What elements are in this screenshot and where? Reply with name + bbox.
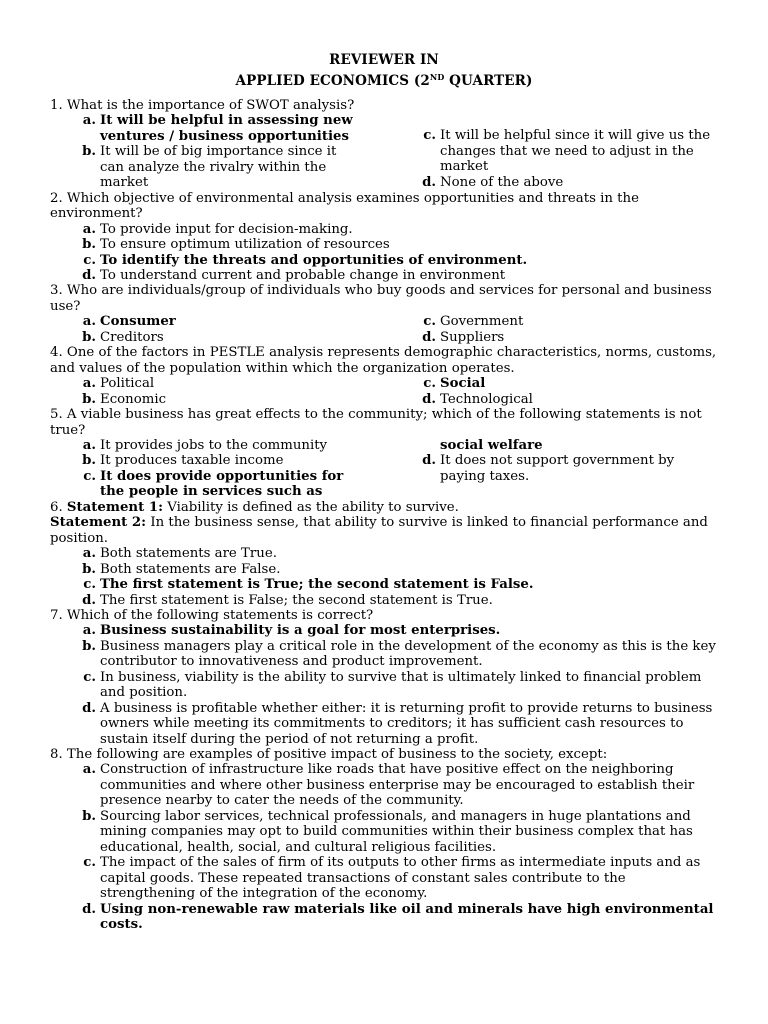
option-label: c. xyxy=(83,252,96,268)
question-2-options xyxy=(72,222,720,284)
option-text: To understand current and probable change in environment xyxy=(100,267,506,283)
reviewer-content xyxy=(50,98,720,932)
option-label: d. xyxy=(422,174,436,190)
option-label: d. xyxy=(422,453,436,469)
option-label: a. xyxy=(82,221,96,237)
option-text: Suppliers xyxy=(440,329,505,345)
option-label: c. xyxy=(83,669,96,685)
q2-option-a xyxy=(72,222,720,237)
option-label: c. xyxy=(423,314,436,330)
option-text: Sourcing labor services, technical professionals, and managers in huge plantations and mining companies may opt to build communities within their business complex that has educational, health, social, and cultural religious facilities. xyxy=(100,808,693,855)
q8-option-d xyxy=(72,902,720,933)
q7-option-a xyxy=(72,623,720,638)
question-5: 5. A viable business has great effects to the community; which of the following statements is not true? xyxy=(50,407,702,438)
q2-option-b xyxy=(72,237,720,252)
option-text: Both statements are False. xyxy=(100,561,281,577)
q5-option-d xyxy=(412,453,720,484)
q4-option-c xyxy=(412,376,720,391)
statement-text: In the business sense, that ability to survive is linked to financial performance and position. xyxy=(50,515,708,546)
question-4-options xyxy=(72,376,720,407)
q4-option-a xyxy=(72,376,412,391)
q7-option-d xyxy=(72,701,720,747)
q5-option-c xyxy=(72,469,412,500)
option-label: d. xyxy=(422,329,436,345)
q8-option-c xyxy=(72,855,720,901)
title-line-1: REVIEWER IN xyxy=(329,52,439,68)
q4-option-b xyxy=(72,392,412,407)
statement-label: Statement 2: xyxy=(50,515,147,531)
option-text: In business, viability is the ability to survive that is ultimately linked to financial problem and position. xyxy=(100,669,702,701)
option-label: b. xyxy=(82,329,96,345)
option-label: b. xyxy=(82,144,96,160)
question-1: 1. What is the importance of SWOT analysis? xyxy=(50,98,355,113)
q4-option-d xyxy=(412,392,720,407)
question-8: 8. The following are examples of positive impact of business to the society, except: xyxy=(50,747,608,763)
option-label: a. xyxy=(82,437,96,453)
q5-option-c-continued xyxy=(412,438,720,453)
option-label: a. xyxy=(82,623,96,639)
title-superscript: ND xyxy=(429,72,445,82)
q3-option-c xyxy=(412,314,720,329)
option-label: d. xyxy=(82,901,96,917)
option-label: c. xyxy=(83,855,96,871)
q1-option-b xyxy=(72,144,412,190)
option-text: It provides jobs to the community xyxy=(100,437,328,453)
option-label: b. xyxy=(82,391,96,407)
option-text-continued: social welfare xyxy=(440,437,543,453)
option-text: It produces taxable income xyxy=(100,453,284,469)
option-text: To identify the threats and opportunities of environment. xyxy=(100,252,528,268)
title-line-2 xyxy=(0,69,768,90)
question-3: 3. Who are individuals/group of individuals who buy goods and services for personal and business use? xyxy=(50,283,712,314)
option-text: The first statement is True; the second statement is False. xyxy=(100,577,534,593)
option-label: c. xyxy=(83,577,96,593)
question-8-options xyxy=(72,762,720,932)
question-6-options xyxy=(72,546,720,608)
option-label: a. xyxy=(82,376,96,392)
q8-option-a xyxy=(72,762,720,808)
question-2: 2. Which objective of environmental analysis examines opportunities and threats in the environment? xyxy=(50,190,639,222)
question-1-options xyxy=(72,113,720,190)
q1-option-a xyxy=(72,113,412,144)
option-text: It will be of big importance since it can analyze the rivalry within the market xyxy=(100,144,337,191)
option-text: The first statement is False; the second statement is True. xyxy=(100,592,493,608)
title-line-2-main: APPLIED ECONOMICS (2 xyxy=(235,73,430,89)
option-text: Economic xyxy=(100,391,167,407)
option-text: It will be helpful in assessing new ventures / business opportunities xyxy=(100,113,353,144)
option-text: Business sustainability is a goal for most enterprises. xyxy=(100,623,501,639)
q3-option-b xyxy=(72,330,412,345)
option-label: a. xyxy=(82,314,96,330)
option-label: d. xyxy=(82,700,96,716)
option-label: c. xyxy=(423,128,436,144)
option-text: None of the above xyxy=(440,174,564,190)
option-label: b. xyxy=(82,453,96,469)
q1-option-c xyxy=(412,128,722,174)
q6-option-b xyxy=(72,562,720,577)
statement-label: Statement 1: xyxy=(66,499,164,515)
option-label: b. xyxy=(82,561,96,577)
q2-option-d xyxy=(72,268,720,283)
q5-option-a xyxy=(72,438,412,453)
option-label: b. xyxy=(82,808,96,824)
option-label: d. xyxy=(82,592,96,608)
option-text: To ensure optimum utilization of resources xyxy=(100,237,390,253)
option-text: To provide input for decision-making. xyxy=(100,221,353,237)
q5-option-b xyxy=(72,453,412,468)
option-text: Business managers play a critical role in the development of the economy as this is the key contributor to innovativeness and product improvement. xyxy=(100,638,716,670)
question-4: 4. One of the factors in PESTLE analysis represents demographic characteristics, norms, customs, and values of the population within which the organization operates. xyxy=(50,345,717,376)
q3-option-d xyxy=(412,330,720,345)
option-text: A business is profitable whether either: it is returning profit to provide returns to business owners while meeting its commitments to creditors; it has sufficient cash resources to sustain itself during the period of not returning a profit. xyxy=(100,700,713,747)
option-text: Both statements are True. xyxy=(100,546,277,562)
option-label: a. xyxy=(82,546,96,562)
option-label: d. xyxy=(422,391,436,407)
question-5-options xyxy=(72,438,720,500)
q6-option-d xyxy=(72,593,720,608)
option-text: Political xyxy=(100,376,155,392)
option-label: b. xyxy=(82,237,96,253)
option-text: Social xyxy=(440,376,486,392)
option-text: Government xyxy=(440,314,524,330)
option-label: b. xyxy=(82,638,96,654)
question-3-options xyxy=(72,314,720,345)
option-text: It will be helpful since it will give us the changes that we need to adjust in the market xyxy=(440,128,711,175)
option-label: c. xyxy=(83,468,96,484)
q1-option-d xyxy=(412,175,722,190)
question-6-statement-2 xyxy=(50,515,720,546)
q7-option-c xyxy=(72,670,720,701)
option-label: a. xyxy=(82,113,96,129)
option-label: d. xyxy=(82,267,96,283)
option-text: The impact of the sales of firm of its outputs to other firms as intermediate inputs and as capital goods. These repeated transactions of constant sales contribute to the strengthening of the integration of the economy. xyxy=(100,855,701,902)
question-number: 6. xyxy=(50,499,67,515)
q3-option-a xyxy=(72,314,412,329)
question-7-options xyxy=(72,623,720,747)
title-line-2-end: QUARTER) xyxy=(444,73,533,89)
q7-option-b xyxy=(72,639,720,670)
question-6-statement-1 xyxy=(50,500,720,515)
option-text: It does not support government by paying taxes. xyxy=(440,453,675,484)
option-label: c. xyxy=(423,376,436,392)
q6-option-c xyxy=(72,577,720,592)
option-text: It does provide opportunities for the people in services such as xyxy=(100,468,344,500)
option-label: a. xyxy=(82,762,96,778)
q6-option-a xyxy=(72,546,720,561)
statement-text: Viability is defined as the ability to survive. xyxy=(163,499,459,515)
option-text: Technological xyxy=(440,391,533,407)
question-7: 7. Which of the following statements is correct? xyxy=(50,607,374,623)
document-title xyxy=(0,52,768,90)
q2-option-c xyxy=(72,253,720,268)
option-text: Using non-renewable raw materials like oil and minerals have high environmental costs. xyxy=(100,901,714,933)
option-text: Consumer xyxy=(100,314,176,330)
option-text: Creditors xyxy=(100,329,164,345)
q8-option-b xyxy=(72,809,720,855)
option-text: Construction of infrastructure like roads that have positive effect on the neighboring communities and where other business enterprise may be encouraged to establish their presence nearby to cater the needs of the community. xyxy=(100,762,695,809)
